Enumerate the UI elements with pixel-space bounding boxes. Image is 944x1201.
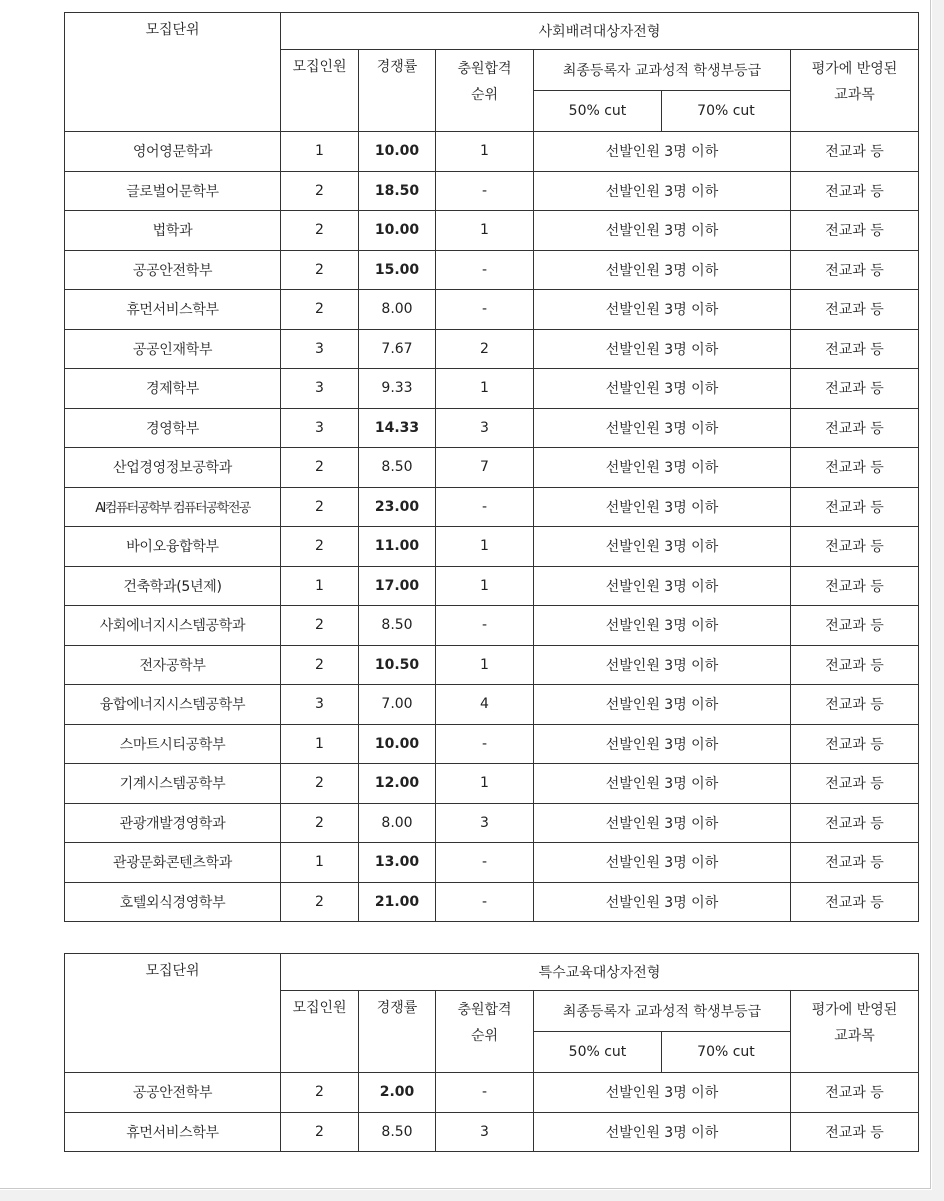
rate-cell: 9.33	[359, 369, 436, 409]
rate-cell: 10.00	[359, 132, 436, 172]
rank-cell: 1	[436, 645, 534, 685]
rate-cell: 23.00	[359, 487, 436, 527]
rank-cell: -	[436, 843, 534, 883]
grade-cell: 선발인원 3명 이하	[534, 843, 791, 883]
rate-cell: 8.50	[359, 448, 436, 488]
rate-cell: 8.00	[359, 290, 436, 330]
quota-cell: 2	[281, 803, 359, 843]
dept-cell: 공공안전학부	[65, 250, 281, 290]
dept-cell: 바이오융합학부	[65, 527, 281, 567]
rank-header-line1: 충원합격	[457, 1002, 512, 1018]
rank-cell: 1	[436, 566, 534, 606]
grade-cell: 선발인원 3명 이하	[534, 132, 791, 172]
table-row	[65, 329, 919, 369]
grade-cell: 선발인원 3명 이하	[534, 606, 791, 646]
quota-cell: 2	[281, 448, 359, 488]
subject-header	[791, 50, 919, 132]
subject-cell: 전교과 등	[791, 843, 919, 883]
rank-cell: 1	[436, 764, 534, 804]
dept-cell: 휴먼서비스학부	[65, 290, 281, 330]
grade-cell: 선발인원 3명 이하	[534, 211, 791, 251]
grade-cell: 선발인원 3명 이하	[534, 764, 791, 804]
grade-cell: 선발인원 3명 이하	[534, 369, 791, 409]
table-row	[65, 250, 919, 290]
table-row	[65, 211, 919, 251]
rate-header: 경쟁률	[359, 991, 436, 1073]
quota-cell: 2	[281, 527, 359, 567]
rate-cell: 17.00	[359, 566, 436, 606]
dept-cell: AI컴퓨터공학부 컴퓨터공학전공	[65, 487, 281, 527]
rate-cell: 15.00	[359, 250, 436, 290]
grade-cell: 선발인원 3명 이하	[534, 803, 791, 843]
subject-cell: 전교과 등	[791, 369, 919, 409]
grade-cell: 선발인원 3명 이하	[534, 685, 791, 725]
dept-cell: 관광문화콘텐츠학과	[65, 843, 281, 883]
subject-cell: 전교과 등	[791, 290, 919, 330]
quota-cell: 2	[281, 645, 359, 685]
rank-cell: 4	[436, 685, 534, 725]
quota-header: 모집인원	[281, 50, 359, 132]
dept-cell: 영어영문학과	[65, 132, 281, 172]
category-header: 특수교육대상자전형	[281, 954, 919, 991]
dept-cell: 휴먼서비스학부	[65, 1112, 281, 1152]
dept-cell: 건축학과(5년제)	[65, 566, 281, 606]
grade-header: 최종등록자 교과성적 학생부등급	[534, 991, 791, 1032]
grade-cell: 선발인원 3명 이하	[534, 171, 791, 211]
subject-cell: 전교과 등	[791, 645, 919, 685]
rate-cell: 11.00	[359, 527, 436, 567]
table-row	[65, 566, 919, 606]
table-row	[65, 1073, 919, 1113]
rate-cell: 18.50	[359, 171, 436, 211]
table-row	[65, 132, 919, 172]
subject-cell: 전교과 등	[791, 132, 919, 172]
rate-cell: 8.00	[359, 803, 436, 843]
rate-cell: 10.00	[359, 211, 436, 251]
rank-cell: 3	[436, 408, 534, 448]
subject-cell: 전교과 등	[791, 882, 919, 922]
rate-cell: 14.33	[359, 408, 436, 448]
quota-cell: 1	[281, 132, 359, 172]
grade-cell: 선발인원 3명 이하	[534, 527, 791, 567]
quota-cell: 1	[281, 724, 359, 764]
table-row	[65, 645, 919, 685]
dept-cell: 법학과	[65, 211, 281, 251]
grade-cell: 선발인원 3명 이하	[534, 250, 791, 290]
rank-cell: 2	[436, 329, 534, 369]
quota-cell: 2	[281, 764, 359, 804]
rate-cell: 8.50	[359, 1112, 436, 1152]
rank-cell: 1	[436, 132, 534, 172]
dept-cell: 공공인재학부	[65, 329, 281, 369]
subject-cell: 전교과 등	[791, 685, 919, 725]
rank-header-line2: 순위	[470, 87, 499, 103]
dept-cell: 경영학부	[65, 408, 281, 448]
rank-cell: -	[436, 250, 534, 290]
rate-cell: 7.67	[359, 329, 436, 369]
cut50-header: 50% cut	[534, 1032, 662, 1073]
subject-cell: 전교과 등	[791, 527, 919, 567]
quota-cell: 2	[281, 1112, 359, 1152]
grade-cell: 선발인원 3명 이하	[534, 724, 791, 764]
subject-cell: 전교과 등	[791, 487, 919, 527]
table-row	[65, 171, 919, 211]
grade-cell: 선발인원 3명 이하	[534, 566, 791, 606]
grade-cell: 선발인원 3명 이하	[534, 1073, 791, 1113]
dept-cell: 공공안전학부	[65, 1073, 281, 1113]
subject-cell: 전교과 등	[791, 408, 919, 448]
quota-cell: 2	[281, 487, 359, 527]
quota-header: 모집인원	[281, 991, 359, 1073]
table-row	[65, 724, 919, 764]
grade-cell: 선발인원 3명 이하	[534, 290, 791, 330]
cut70-header: 70% cut	[662, 91, 791, 132]
social-consideration-table	[64, 12, 919, 922]
cut50-header: 50% cut	[534, 91, 662, 132]
subject-cell: 전교과 등	[791, 566, 919, 606]
dept-cell: 사회에너지시스템공학과	[65, 606, 281, 646]
subject-cell: 전교과 등	[791, 1073, 919, 1113]
quota-cell: 1	[281, 843, 359, 883]
quota-cell: 2	[281, 171, 359, 211]
quota-cell: 2	[281, 882, 359, 922]
category-header: 사회배려대상자전형	[281, 13, 919, 50]
subject-header-line2: 교과목	[834, 1028, 875, 1044]
subject-cell: 전교과 등	[791, 606, 919, 646]
table-row	[65, 487, 919, 527]
dept-cell: 글로벌어문학부	[65, 171, 281, 211]
unit-header: 모집단위	[65, 954, 281, 1073]
grade-cell: 선발인원 3명 이하	[534, 1112, 791, 1152]
dept-cell: 융합에너지시스템공학부	[65, 685, 281, 725]
subject-header-line2: 교과목	[834, 87, 875, 103]
grade-cell: 선발인원 3명 이하	[534, 408, 791, 448]
table-row	[65, 290, 919, 330]
table-row	[65, 882, 919, 922]
rate-cell: 12.00	[359, 764, 436, 804]
table-row	[65, 1112, 919, 1152]
quota-cell: 3	[281, 369, 359, 409]
cut70-header: 70% cut	[662, 1032, 791, 1073]
subject-header-line1: 평가에 반영된	[811, 61, 898, 77]
rank-cell: 1	[436, 211, 534, 251]
table-row	[65, 843, 919, 883]
subject-cell: 전교과 등	[791, 724, 919, 764]
table-row	[65, 685, 919, 725]
unit-header: 모집단위	[65, 13, 281, 132]
grade-cell: 선발인원 3명 이하	[534, 448, 791, 488]
table-row	[65, 369, 919, 409]
subject-cell: 전교과 등	[791, 448, 919, 488]
subject-cell: 전교과 등	[791, 764, 919, 804]
quota-cell: 2	[281, 606, 359, 646]
subject-header-line1: 평가에 반영된	[811, 1002, 898, 1018]
rank-header-line1: 충원합격	[457, 61, 512, 77]
rate-cell: 10.00	[359, 724, 436, 764]
table-row	[65, 408, 919, 448]
subject-cell: 전교과 등	[791, 803, 919, 843]
table-row	[65, 764, 919, 804]
subject-cell: 전교과 등	[791, 250, 919, 290]
quota-cell: 2	[281, 1073, 359, 1113]
dept-cell: 산업경영정보공학과	[65, 448, 281, 488]
rate-cell: 7.00	[359, 685, 436, 725]
table-row	[65, 448, 919, 488]
rank-cell: 3	[436, 1112, 534, 1152]
quota-cell: 3	[281, 329, 359, 369]
horizontal-scrollbar-track[interactable]	[0, 1190, 944, 1201]
special-education-table	[64, 953, 919, 1152]
dept-cell: 관광개발경영학과	[65, 803, 281, 843]
quota-cell: 1	[281, 566, 359, 606]
dept-cell: 스마트시티공학부	[65, 724, 281, 764]
subject-header	[791, 991, 919, 1073]
scrollbar-track[interactable]	[932, 0, 944, 1201]
grade-header: 최종등록자 교과성적 학생부등급	[534, 50, 791, 91]
grade-cell: 선발인원 3명 이하	[534, 645, 791, 685]
rate-cell: 13.00	[359, 843, 436, 883]
dept-cell: 기계시스템공학부	[65, 764, 281, 804]
subject-cell: 전교과 등	[791, 1112, 919, 1152]
rank-cell: 7	[436, 448, 534, 488]
rank-cell: -	[436, 290, 534, 330]
dept-cell: 전자공학부	[65, 645, 281, 685]
quota-cell: 2	[281, 250, 359, 290]
dept-cell: 경제학부	[65, 369, 281, 409]
grade-cell: 선발인원 3명 이하	[534, 329, 791, 369]
rank-cell: -	[436, 487, 534, 527]
table-row	[65, 803, 919, 843]
quota-cell: 2	[281, 290, 359, 330]
rate-cell: 8.50	[359, 606, 436, 646]
rate-cell: 2.00	[359, 1073, 436, 1113]
rate-cell: 10.50	[359, 645, 436, 685]
rank-cell: 3	[436, 803, 534, 843]
rank-cell: -	[436, 606, 534, 646]
subject-cell: 전교과 등	[791, 171, 919, 211]
rank-cell: 1	[436, 527, 534, 567]
rank-cell: -	[436, 882, 534, 922]
dept-cell: 호텔외식경영학부	[65, 882, 281, 922]
rank-header	[436, 50, 534, 132]
grade-cell: 선발인원 3명 이하	[534, 882, 791, 922]
quota-cell: 2	[281, 211, 359, 251]
rank-cell: -	[436, 1073, 534, 1113]
rate-cell: 21.00	[359, 882, 436, 922]
table-row	[65, 606, 919, 646]
quota-cell: 3	[281, 408, 359, 448]
rank-header	[436, 991, 534, 1073]
rank-header-line2: 순위	[470, 1028, 499, 1044]
rank-cell: 1	[436, 369, 534, 409]
rank-cell: -	[436, 171, 534, 211]
quota-cell: 3	[281, 685, 359, 725]
subject-cell: 전교과 등	[791, 211, 919, 251]
rank-cell: -	[436, 724, 534, 764]
table-row	[65, 527, 919, 567]
rate-header: 경쟁률	[359, 50, 436, 132]
subject-cell: 전교과 등	[791, 329, 919, 369]
grade-cell: 선발인원 3명 이하	[534, 487, 791, 527]
